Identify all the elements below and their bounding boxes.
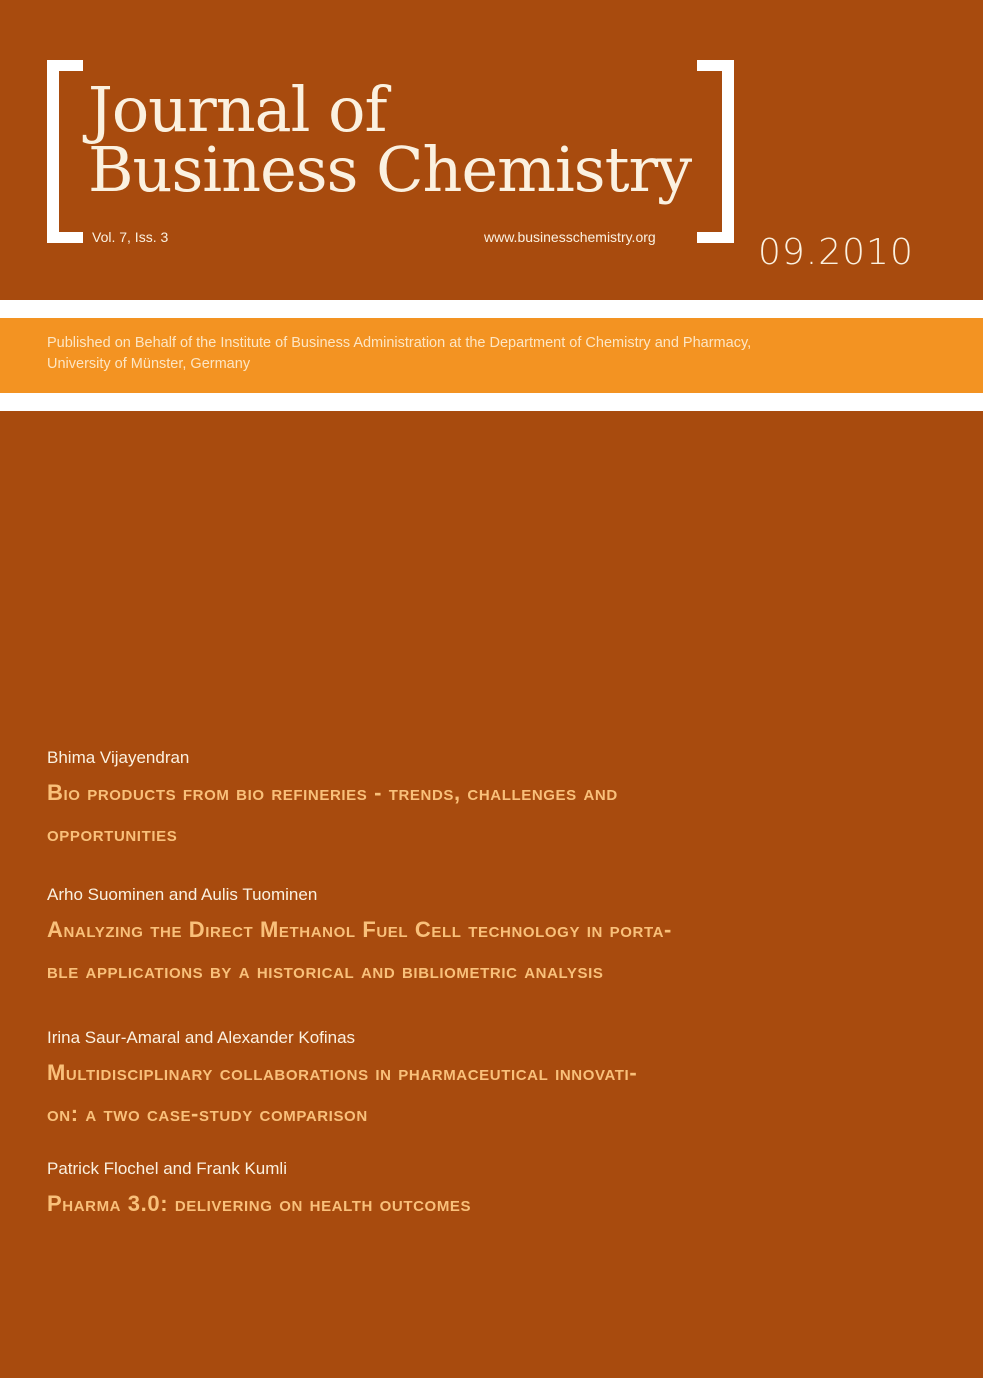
article-item — [47, 1155, 471, 1224]
article-item — [47, 881, 672, 991]
journal-title-line1: Journal of — [88, 73, 387, 146]
article-title — [47, 909, 672, 991]
article-title-line: Multidisciplinary collaborations in pharmaceutical innovati- — [47, 1060, 638, 1085]
article-item — [47, 744, 618, 854]
article-title — [47, 1183, 471, 1224]
volume-issue: Vol. 7, Iss. 3 — [92, 229, 169, 245]
issue-date: 09.2010 — [758, 232, 914, 273]
article-title-line: ble applications by a historical and bibliometric analysis — [47, 958, 604, 983]
article-authors: Irina Saur-Amaral and Alexander Kofinas — [47, 1028, 356, 1047]
article-title-line: Analyzing the Direct Methanol Fuel Cell technology in porta- — [47, 917, 672, 942]
article-title-line: on: a two case-study comparison — [47, 1101, 368, 1126]
divider-stripe-bottom — [0, 393, 983, 411]
article-title — [47, 772, 618, 854]
divider-stripe-top — [0, 300, 983, 318]
article-item — [47, 1024, 637, 1134]
article-title-line: Pharma 3.0: delivering on health outcomes — [47, 1191, 472, 1216]
left-bracket-decoration — [47, 60, 83, 243]
journal-title — [88, 73, 692, 206]
article-authors: Patrick Flochel and Frank Kumli — [47, 1159, 287, 1178]
website-url: www.businesschemistry.org — [484, 229, 656, 245]
publisher-text — [47, 333, 751, 375]
right-bracket-decoration — [697, 60, 734, 243]
journal-title-line2: Business Chemistry — [88, 133, 692, 206]
publisher-line1: Published on Behalf of the Institute of Business Administration at the Department of Chemistry and Pharmacy, — [47, 335, 752, 351]
cover-header — [0, 0, 983, 300]
article-title-line: opportunities — [47, 821, 178, 846]
article-title-line: Bio products from bio refineries - trends, challenges and — [47, 780, 618, 805]
article-authors: Bhima Vijayendran — [47, 748, 190, 767]
article-title — [47, 1052, 637, 1134]
publisher-line2: University of Münster, Germany — [47, 356, 251, 372]
article-authors: Arho Suominen and Aulis Tuominen — [47, 885, 318, 904]
